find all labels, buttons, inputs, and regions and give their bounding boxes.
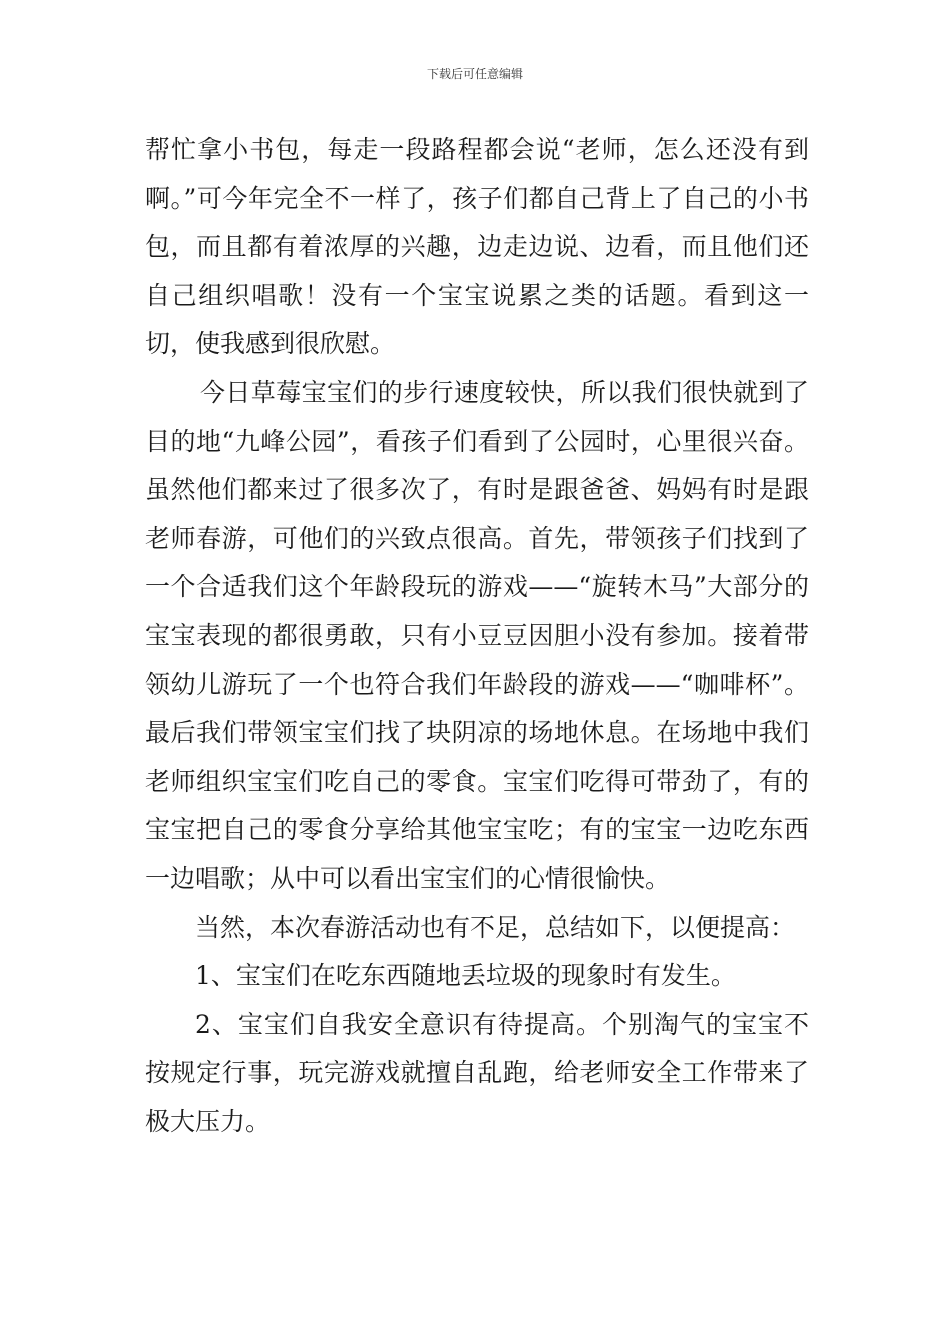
page-header-note: 下载后可任意编辑 [426, 67, 523, 81]
paragraph-summary-intro: 当然，本次春游活动也有不足，总结如下，以便提高： [195, 912, 796, 942]
list-item-1: 1、宝宝们在吃东西随地丢垃圾的现象时有发生。 [195, 961, 736, 991]
list-item-2: 2、宝宝们自我安全意识有待提高。个别淘气的宝宝不按规定行事，玩完游戏就擅自乱跑，给老师安全工作带来了极大压力。 [145, 1009, 809, 1136]
paragraph-outing: 今日草莓宝宝们的步行速度较快，所以我们很快就到了目的地“九峰公园”，看孩子们看到了公园时，心里很兴奋。虽然他们都来过了很多次了，有时是跟爸爸、妈妈有时是跟老师春游，可他们的兴致点很高。首先，带领孩子们找到了一个合适我们这个年龄段玩的游戏——“旋转木马”大部分的宝宝表现的都很勇敢，只有小豆豆因胆小没有参加。接着带领幼儿游玩了一个也符合我们年龄段的游戏——“咖啡杯”。最后我们带领宝宝们找了块阴凉的场地休息。在场地中我们老师组织宝宝们吃自己的零食。宝宝们吃得可带劲了，有的宝宝把自己的零食分享给其他宝宝吃；有的宝宝一边吃东西一边唱歌；从中可以看出宝宝们的心情很愉快。 [145, 377, 809, 893]
paragraph-continuation: 帮忙拿小书包，每走一段路程都会说“老师，怎么还没有到啊。”可今年完全不一样了，孩子们都自己背上了自己的小书包，而且都有着浓厚的兴趣，边走边说、边看，而且他们还自己组织唱歌！没有一个宝宝说累之类的话题。看到这一切，使我感到很欣慰。 [145, 135, 809, 359]
document-body [145, 126, 809, 1146]
